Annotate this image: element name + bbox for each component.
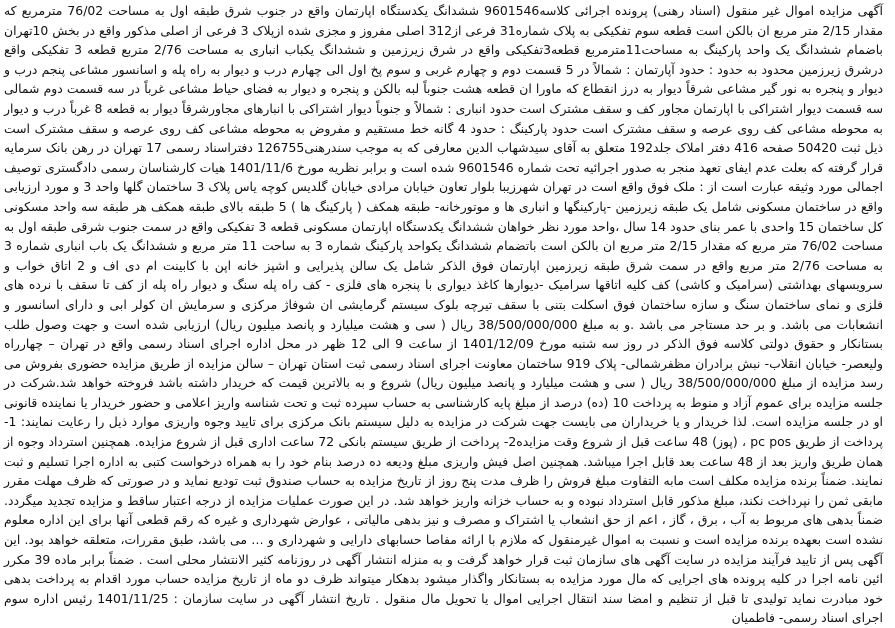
notice-body: آگهی مزایده اموال غیر منقول (اسناد رهنی) پرونده اجرائی کلاسه9601546 ششدانگ یکدستگاه اپارتمان واقع در جنوب شرق طبقه اول به مساحت 76/02 مترمربع که مقدار 2/15 متر مربع ان بالکن است قطعه سوم تفکیکی به پلاک شماره31 فرعی از312 اصلی مفروز و مجزی شده ازپلاک 3 فرعی از اصلی مذکور واقع در بخش 10تهران باضمام ششدانگ یک واحد پارکینگ به مساحت11مترمربع قطعه3تفکیکی واقع در شرق زیرزمین و ششدانگ یکباب انباری به مساحت 2/76 متربع قطعه 3 تفکیکی واقع درشرق زیرزمین محدود به حدود : حدود آپارتمان : شمالاً در 5 قسمت دوم و چهارم غربی و سوم پخ اول الی چهارم درب و دیوار به راه پله و اسانسور مشاعی پنجم درب و دیوار و پنجره به نور گیر مشاعی شرقاً دیوار به درز انقطاع که ماورا ان قطعه هشت جنوباً لبه بالکن و پنجره و دیوار به فضای حیاط مشاعی غرباً در سه قسمت دوم شمالی سه قسمت دیوار اشتراکی با اپارتمان مجاور کف و سقف مشترک است حدود انباری : شمالاً و جنوباً دیوار اشتراکی با انبارهای مجاورشرقاً دیوار به قطعه 8 غرباً درب و دیوار به محوطه مشاعی کف روی عرصه و سقف مشترک است حدود پارکینگ : حدود 4 گانه خط مستقیم و مفروض به محوطه مشاعی کف روی عرصه و سقف مشترک است ذیل ثبت 50420 صفحه 416 دفتر املاک جلد192 متعلق به آقای سیدشهاب الدین معارفی که به موجب سندرهنی126755 دفتراسناد رسمی 17 تهران در رهن بانک سرمایه قرار گرفته که بعلت عدم ایفای تعهد منجر به صدور اجرائیه تحت شماره 9601546 شده است و برابر نظریه مورخ 1401/11/6 هیات کارشناسان رسمی دادگستری توصیف اجمالی مورد وثیقه عبارت است از : ملک فوق واقع است در تهران شهرزیبا بلوار تعاون خیابان مرادی خیابان گلدیس کوچه یاس پلاک 3 ساختمان گلها واحد 3 و مورد ارزیابی واقع در ساختمان مسکونی شامل یک طبقه زیرزمین -پارکینگها و انباری ها و موتورخانه- طبقه همکف ( پارکینگ ها ) 5 طبقه بالای طبقه همکف هر طبقه سه واحد مسکونی کل ساختمان 15 واحدی با عمر بنای حدود 14 سال ،واحد مورد نظر خواهان ششدانگ یکدستگاه اپارتمان مسکونی قطعه 3 تفکیکی واقع در سمت جنوب شرقی طبقه اول به مساحت 76/02 متر مربع که مقدار 2/15 متر مربع ان بالکن است باتضمام ششدانگ یکواحد پارکینگ شماره 3 به ساحت 11 متر مربع و ششدانگ یک باب انباری شماره 3 به مساحت 2/76 متر مربع واقع در سمت شرق طبقه زیرزمین اپارتمان فوق الذکر شامل یک سالن پذیرایی و اشپز خانه اپن با کابینت ام دی اف و 2 اتاق خواب و سرویسهای بهداشتی (سرامیک و کاشی) کف کلیه اتاقها سرامیک -دیوارها کاغذ دیواری با پنجره های فلزی - کف راه پله سنگ و دیوار راه پله از کف تا سقف با نرده های فلزی و نمای ساختمان سنگ و سازه ساختمان فوق اسکلت بتنی با سقف تیرچه بلوک سیستم گرمایشی ان شوفاژ مرکزی و سرمایش ان کولر ابی و دارای اسانسور و انشعابات می باشد. و بر حد مستاجر می باشد .و به مبلغ 38/500/000/000 ریال ( سی و هشت میلیارد و پانصد میلیون ریال) ارزیابی شده است و جهت وصول طلب بستانکار و حقوق دولتی کلاسه فوق الذکر در روز سه شنبه مورخ 1401/12/09 از ساعت 9 الی 12 ظهر در محل اداره اجرای اسناد رسمی واقع در تهران – چهارراه ولیعصر- خیابان انقلاب- نبش برادران مظفرشمالی- پلاک 919 ساختمان معاونت اجرای اسناد رسمی ثبت استان تهران – سالن مزایده از طریق مزایده حضوری بفروش می رسد مزایده از مبلغ 38/500/000/000 ریال ( سی و هشت میلیارد و پانصد میلیون ریال) شروع و به بالاترین قیمت که خریدار داشته باشد فروخته خواهد شد.شرکت در جلسه مزایده برای عموم آزاد و منوط به پرداخت 10 (ده) درصد از مبلغ پایه کارشناسی به حساب سپرده ثبت و تحت شناسه واریز اعلامی و حضور خریدار یا نماینده قانونی او در جلسه مزایده است. لذا خریدار و یا خریداران می بایست جهت شرکت در مزایده به دلیل سیستم بانک مرکزی برای تایید وجوه واریزی موارد ذیل را رعایت نمایند: 1- پرداخت از طریق pc pos ، (پوز) 48 ساعت قبل از شروع وقت مزایده2- پرداخت از طریق سیستم بانکی 72 ساعت اداری قبل از شروع مزایده. همچنین استرداد وجوه از همان طریق واریز بعد از 48 ساعت بعد قابل اجرا میباشد. همچنین اصل فیش واریزی مبلغ ودیعه ده درصد بنام خود را به همراه درخواست کتبی به اداره اجرا تسلیم و ثبت نمایند. ضمناً برنده مزایده مکلف است مابه التفاوت مبلغ فروش را ظرف مدت پنج روز از تاریخ مزایده به حساب صندوق ثبت تودیع نماید و در صورتی که ظرف مهلت مقرر مابقی ثمن را نپرداخت نکند، مبلغ مذکور قابل استرداد نبوده و به حساب خزانه واریز خواهد شد. در این صورت عملیات مزایده از درجه اعتبار ساقط و مزایده تجدید میگردد. ضمناً بدهی های مربوط به آب ، برق ، گاز ، اعم از حق انشعاب یا اشتراک و مصرف و نیز بدهی مالیاتی ، عوارض شهرداری و غیره که رقم قطعی آنها برای این اداره معلوم نشده است بعهده برنده مزایده است و نسبت به اموال غیرمنقول که ملازم با ارائه مفاصا حسابهای دارایی و شهرداری و … می باشد، طبق مقررات، متعلقه خواهد بود. این آگهی پس از تایید فرآیند مزایده در سایت آگهی های سازمان ثبت قرار خواهد گرفت و به منزله انتشار آگهی در روزنامه کثیر الانتشار محلی است . ضمناً برابر ماده 39 مکرر ائین نامه اجرا در کلیه پرونده های اجرایی که مال مورد مزایده به بستانکار واگذار میشود بدهکار میتواند ظرف دو ماه از تاریخ مزایده حساب مورد اقدام به پرداخت بدهی خود مبادرت نماید تولیدی تا قبل از تنظیم و امضا سند انتقال اجرایی اموال یا تحویل مال منقول . تاریخ انتشار آگهی در سایت سازمان : 1401/11/25 رئیس اداره سوم اجرای اسناد رسمی- فاطمیان — [4, 3, 884, 626]
